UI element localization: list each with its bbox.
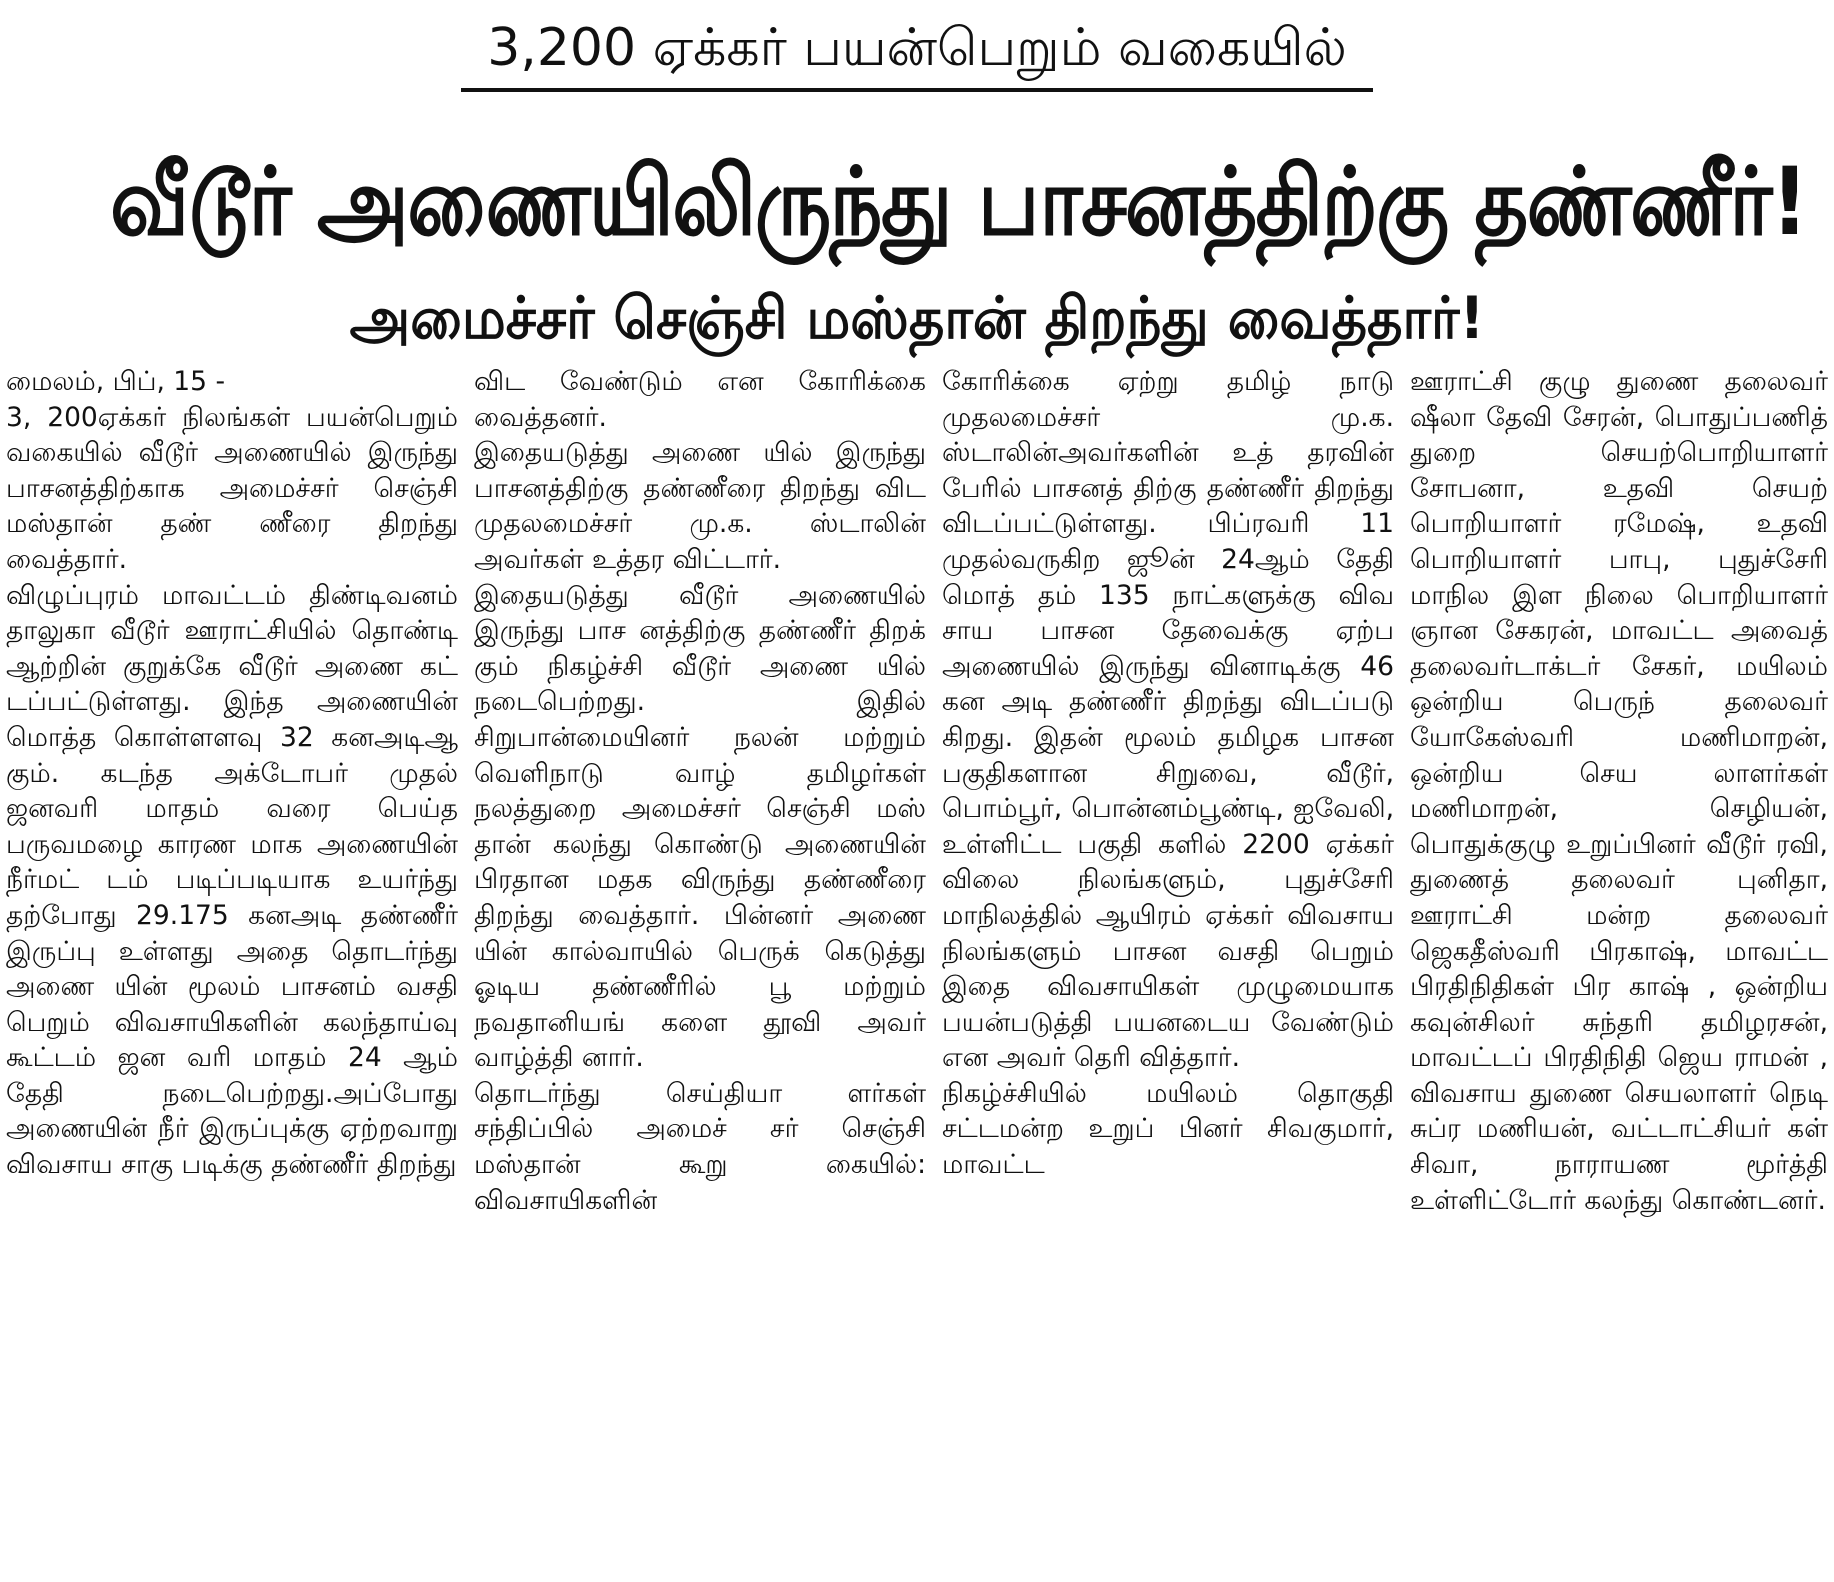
article-column-4: ஊராட்சி குழு துணை தலைவர் ஷீலா தேவி சேரன், பொதுப்பணித் துறை செயற்பொறியாளர் சோபனா, உதவி செயற் பொறியாளர் ரமேஷ், உதவி பொறியாளர் பாபு, புதுச்சேரி மாநில இள நிலை பொறியாளர் ஞான சேகரன், மாவட்ட அவைத் தலைவர்டாக்டர் சேகர், மயிலம் ஒன்றிய பெருந் தலைவர் யோகேஸ்வரி மணிமாறன், ஒன்றிய செய லாளர்கள் மணிமாறன், செழியன், பொதுக்குழு உறுப்பினர் வீடூர் ரவி, துணைத் தலைவர் புனிதா, ஊராட்சி மன்ற தலைவர் ஜெகதீஸ்வரி பிரகாஷ், மாவட்ட பிரதிநிதிகள் பிர காஷ் , ஒன்றிய கவுன்சிலர் சுந்தரி தமிழரசன், மாவட்டப் பிரதிநிதி ஜெய ராமன் , விவசாய துணை செயலாளர் நெடி சுப்ர மணியன், வட்டாட்சியர் கள் சிவா, நாராயண மூர்த்தி உள்ளிட்டோர் கலந்து கொண்டனர். [1410, 366, 1828, 1216]
kicker: 3,200 ஏக்கர் பயன்பெறும் வகையில் [461, 8, 1373, 92]
subheadline: அமைச்சர் செஞ்சி மஸ்தான் திறந்து வைத்தார்! [349, 284, 1485, 352]
kicker-wrap [0, 8, 1834, 92]
headline: வீடூர் அணையிலிருந்து பாசனத்திற்கு தண்ணீர்! [110, 148, 1807, 257]
article-column-3: கோரிக்கை ஏற்று தமிழ் நாடு முதலமைச்சர் மு.க. ஸ்டாலின்அவர்களின் உத் தரவின் பேரில் பாசனத் திற்கு தண்ணீர் திறந்து விடப்பட்டுள்ளது. பிப்ரவரி 11 முதல்வருகிற ஜூன் 24ஆம் தேதி மொத் தம் 135 நாட்களுக்கு விவ சாய பாசன தேவைக்கு ஏற்ப அணையில் இருந்து வினாடிக்கு 46 கன அடி தண்ணீர் திறந்து விடப்படு கிறது. இதன் மூலம் தமிழக பாசன பகுதிகளான சிறுவை, வீடூர், பொம்பூர், பொன்னம்பூண்டி, ஐவேலி, உள்ளிட்ட பகுதி களில் 2200 ஏக்கர் விலை நிலங்களும், புதுச்சேரி மாநிலத்தில் ஆயிரம் ஏக்கர் விவசாய நிலங்களும் பாசன வசதி பெறும் இதை விவசாயிகள் முழுமையாக பயன்படுத்தி பயனடைய வேண்டும் என அவர் தெரி வித்தார். நிகழ்ச்சியில் மயிலம் தொகுதி சட்டமன்ற உறுப் பினர் சிவகுமார், மாவட்ட [942, 366, 1394, 1181]
article-column-1: மைலம், பிப், 15 - 3, 200ஏக்கர் நிலங்கள் பயன்பெறும் வகையில் வீடூர் அணையில் இருந்து பாசனத்திற்காக அமைச்சர் செஞ்சி மஸ்தான் தண் ணீரை திறந்து வைத்தார். விழுப்புரம் மாவட்டம் திண்டிவனம் தாலுகா வீடூர் ஊராட்சியில் தொண்டி ஆற்றின் குறுக்கே வீடூர் அணை கட் டப்பட்டுள்ளது. இந்த அணையின் மொத்த கொள்ளளவு 32 கனஅடிஆ கும். கடந்த அக்டோபர் முதல் ஜனவரி மாதம் வரை பெய்த பருவமழை காரண மாக அணையின் நீர்மட் டம் படிப்படியாக உயர்ந்து தற்போது 29.175 கனஅடி தண்ணீர் இருப்பு உள்ளது அதை தொடர்ந்து அணை யின் மூலம் பாசனம் வசதி பெறும் விவசாயிகளின் கலந்தாய்வு கூட்டம் ஜன வரி மாதம் 24 ஆம் தேதி நடைபெற்றது.அப்போது அணையின் நீர் இருப்புக்கு ஏற்றவாறு விவசாய சாகு படிக்கு தண்ணீர் திறந்து [6, 366, 458, 1181]
article-column-2: விட வேண்டும் என கோரிக்கை வைத்தனர். இதையடுத்து அணை யில் இருந்து பாசனத்திற்கு தண்ணீரை திறந்து விட முதலமைச்சர் மு.க. ஸ்டாலின் அவர்கள் உத்தர விட்டார். இதையடுத்து வீடூர் அணையில் இருந்து பாச னத்திற்கு தண்ணீர் திறக் கும் நிகழ்ச்சி வீடூர் அணை யில் நடைபெற்றது. இதில் சிறுபான்மையினர் நலன் மற்றும் வெளிநாடு வாழ் தமிழர்கள் நலத்துறை அமைச்சர் செஞ்சி மஸ் தான் கலந்து கொண்டு அணையின் பிரதான மதக விருந்து தண்ணீரை திறந்து வைத்தார். பின்னர் அணை யின் கால்வாயில் பெருக் கெடுத்து ஓடிய தண்ணீரில் பூ மற்றும் நவதானியங் களை தூவி அவர் வாழ்த்தி னார். தொடர்ந்து செய்தியா ளர்கள் சந்திப்பில் அமைச் சர் செஞ்சி மஸ்தான் கூறு கையில்: விவசாயிகளின் [474, 366, 926, 1216]
article-body [6, 364, 1830, 1576]
